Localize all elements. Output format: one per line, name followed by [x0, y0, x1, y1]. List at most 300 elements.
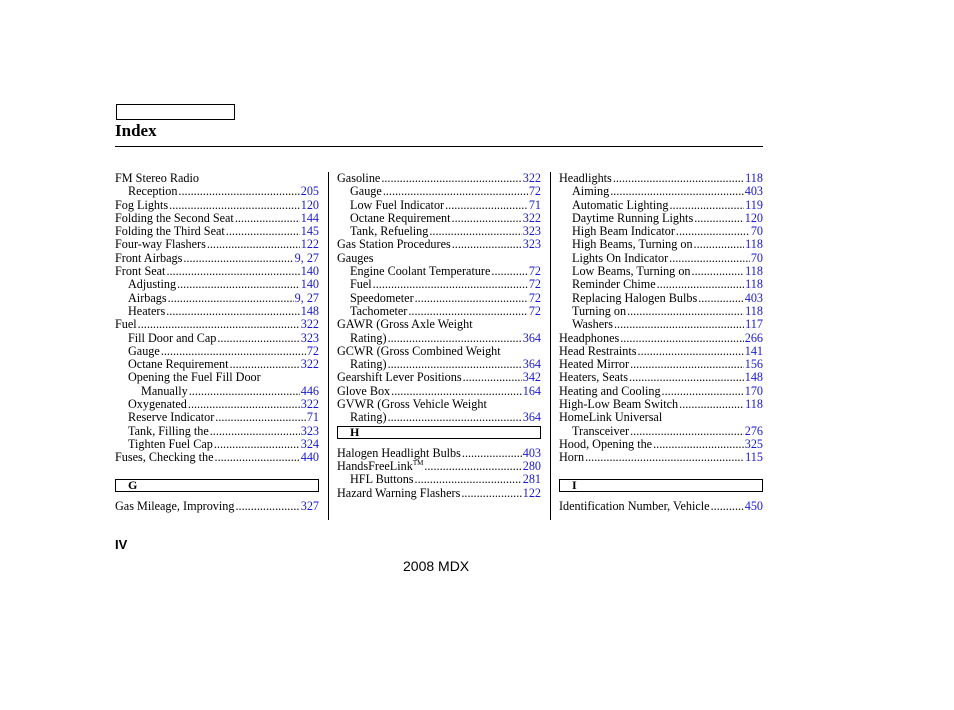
index-entry-label [337, 172, 380, 185]
dot-leader [388, 332, 522, 345]
section-letter-header: H [337, 426, 541, 439]
index-entry-text: Horn [559, 450, 585, 465]
index-entry-text: Gauge [128, 343, 160, 358]
index-entry[interactable] [337, 460, 541, 473]
index-entry[interactable] [337, 332, 541, 345]
page-reference-link[interactable]: 9, 27 [294, 250, 319, 265]
index-entry-label [128, 185, 177, 198]
index-entry[interactable] [337, 172, 541, 185]
page-reference-link[interactable]: 323 [300, 423, 319, 438]
dot-leader [178, 185, 299, 198]
page-reference-link[interactable]: 403 [744, 184, 763, 199]
index-entry[interactable] [559, 500, 763, 513]
dot-leader [235, 500, 299, 513]
page-reference-link[interactable]: 364 [522, 357, 541, 372]
dot-leader [461, 487, 521, 500]
page-reference-link[interactable]: 322 [522, 210, 541, 225]
index-entry-label [350, 358, 387, 371]
dot-leader [669, 199, 744, 212]
dot-leader [445, 199, 528, 212]
page-reference-link[interactable]: 322 [522, 171, 541, 185]
index-entry [115, 172, 319, 185]
index-entry-label [559, 451, 584, 464]
index-entry-text: Speedometer [350, 290, 414, 305]
page-reference-link[interactable]: 323 [300, 330, 319, 345]
index-entry-text: Front Seat [115, 264, 166, 279]
index-entry-label [350, 185, 382, 198]
index-entry-text: High Beams, Turning on [572, 237, 693, 252]
index-entry[interactable] [337, 292, 541, 305]
index-entry-label [572, 305, 626, 318]
dot-leader [381, 172, 521, 185]
index-entry[interactable] [115, 185, 319, 198]
dot-leader [620, 332, 743, 345]
dot-leader [711, 500, 744, 513]
index-entry-label [337, 385, 390, 398]
index-entry-text: Reminder Chime [572, 277, 656, 292]
index-column-1 [115, 172, 319, 513]
index-entry-label [128, 438, 213, 451]
page-reference-link[interactable]: 323 [522, 224, 541, 239]
page-reference-link[interactable]: 325 [744, 436, 763, 451]
index-entry[interactable] [559, 438, 763, 451]
index-entry-label [337, 371, 462, 384]
index-entry[interactable] [115, 318, 319, 331]
dot-leader [491, 265, 527, 278]
index-entry[interactable] [559, 252, 763, 265]
index-entry-label [350, 199, 444, 212]
page-reference-link[interactable]: 364 [522, 330, 541, 345]
page-reference-link[interactable]: 322 [300, 397, 319, 412]
index-entry[interactable] [559, 385, 763, 398]
page-reference-link[interactable]: 70 [750, 224, 763, 239]
index-entry-text: Heating and Cooling [559, 383, 661, 398]
index-entry-label [350, 332, 387, 345]
index-entry-label [572, 278, 656, 291]
index-entry-label [115, 238, 206, 251]
index-entry-label [559, 358, 629, 371]
index-entry[interactable] [337, 185, 541, 198]
index-entry-text: Octane Requirement [350, 210, 451, 225]
index-entry[interactable] [559, 305, 763, 318]
index-entry-label [350, 473, 414, 486]
page-reference-link[interactable]: 148 [300, 303, 319, 318]
index-entry[interactable] [559, 199, 763, 212]
index-entry-label [115, 199, 168, 212]
index-entry-text: High-Low Beam Switch [559, 397, 679, 412]
index-entry-text: Oxygenated [128, 397, 187, 412]
section-letter-header: I [559, 479, 763, 492]
index-entry-label: GAWR (Gross Axle Weight [337, 317, 473, 332]
page-reference-link[interactable]: 342 [522, 370, 541, 385]
page-reference-link[interactable]: 72 [528, 264, 541, 279]
index-entry[interactable] [337, 305, 541, 318]
dot-leader [183, 252, 293, 265]
index-entry[interactable] [337, 225, 541, 238]
page-reference-link[interactable]: 140 [300, 264, 319, 279]
dot-leader [166, 305, 300, 318]
index-entry-label [350, 225, 428, 238]
index-entry[interactable] [559, 318, 763, 331]
index-entry-text: Fog Lights [115, 197, 169, 212]
index-entry-text: Low Fuel Indicator [350, 197, 445, 212]
page-reference-link[interactable]: 322 [300, 317, 319, 332]
dot-leader [215, 411, 306, 424]
index-entry[interactable] [115, 398, 319, 411]
index-entry-text: Daytime Running Lights [572, 210, 694, 225]
page-reference-link[interactable]: 141 [744, 343, 763, 358]
index-entry-text: Rating) [350, 410, 387, 425]
page-reference-link[interactable]: 72 [306, 343, 319, 358]
index-entry-label [572, 265, 691, 278]
index-entry-text: Tighten Fuel Cap [128, 436, 213, 451]
index-entry-text: High Beam Indicator [572, 224, 675, 239]
index-entry [337, 345, 541, 358]
index-entry-label [337, 460, 423, 473]
index-entry[interactable] [115, 199, 319, 212]
index-entry[interactable] [115, 332, 319, 345]
index-entry [337, 252, 541, 265]
index-entry-label [559, 398, 678, 411]
index-entry-label [337, 238, 451, 251]
column-divider [328, 172, 329, 520]
index-entry[interactable] [115, 212, 319, 225]
page-reference-link[interactable]: 440 [300, 450, 319, 465]
index-entry-text: Manually [141, 383, 188, 398]
page-reference-link[interactable]: 324 [300, 436, 319, 451]
index-entry[interactable] [115, 358, 319, 371]
index-entry-label [115, 212, 234, 225]
index-entry-text: Folding the Second Seat [115, 210, 234, 225]
page-reference-link[interactable]: 170 [744, 383, 763, 398]
dot-leader [138, 318, 300, 331]
index-entry-label [128, 398, 187, 411]
index-entry[interactable] [115, 238, 319, 251]
index-entry[interactable] [115, 425, 319, 438]
page-reference-link[interactable]: 140 [300, 277, 319, 292]
index-entry[interactable] [559, 345, 763, 358]
page-reference-link[interactable]: 120 [300, 197, 319, 212]
page-reference-link[interactable]: 156 [744, 357, 763, 372]
page-reference-link[interactable]: 72 [528, 290, 541, 305]
page-reference-link[interactable]: 446 [300, 383, 319, 398]
footer-model: 2008 MDX [403, 558, 470, 574]
page-reference-link[interactable]: 281 [522, 472, 541, 487]
section-tab-box [116, 104, 235, 120]
page-reference-link[interactable]: 71 [528, 197, 541, 212]
index-entry-text: Front Airbags [115, 250, 183, 265]
dot-leader [629, 371, 744, 384]
dot-leader [452, 238, 522, 251]
dot-leader [627, 305, 744, 318]
index-entry-text: Washers [572, 317, 613, 332]
dot-leader [613, 172, 744, 185]
index-entry-label [115, 265, 165, 278]
index-entry-label [559, 371, 628, 384]
index-entry[interactable] [337, 238, 541, 251]
index-entry [559, 411, 763, 424]
index-column-3 [559, 172, 763, 513]
index-entry[interactable] [559, 172, 763, 185]
index-entry-text: Heaters [128, 303, 166, 318]
dot-leader [630, 425, 744, 438]
index-entry[interactable] [559, 212, 763, 225]
dot-leader [669, 252, 750, 265]
index-entry-text: Engine Coolant Temperature [350, 264, 491, 279]
index-entry-text: Halogen Headlight Bulbs [337, 445, 461, 460]
page-reference-link[interactable]: 145 [300, 224, 319, 239]
dot-leader [429, 225, 521, 238]
dot-leader [388, 411, 522, 424]
column-divider [550, 172, 551, 520]
index-entry[interactable] [559, 332, 763, 345]
index-entry-label [559, 332, 619, 345]
index-entry-label [572, 225, 675, 238]
index-entry-label [115, 500, 234, 513]
index-entry-text: Heaters, Seats [559, 370, 629, 385]
index-entry[interactable] [559, 238, 763, 251]
index-entry[interactable] [337, 385, 541, 398]
page-reference-link[interactable]: 403 [744, 290, 763, 305]
page-reference-link[interactable]: 72 [528, 303, 541, 318]
index-entry-label [128, 332, 216, 345]
index-entry-label [115, 318, 137, 331]
page-reference-link[interactable]: 118 [745, 237, 763, 252]
page-reference-link[interactable]: 118 [745, 397, 763, 412]
index-entry-label [128, 411, 214, 424]
index-entry[interactable] [115, 225, 319, 238]
dot-leader [217, 332, 299, 345]
index-entry-label [350, 212, 451, 225]
index-entry-text: Fuses, Checking the [115, 450, 214, 465]
dot-leader [694, 238, 745, 251]
index-entry[interactable] [115, 451, 319, 464]
dot-leader [383, 185, 528, 198]
page-reference-link[interactable]: 119 [745, 197, 763, 212]
page-reference-link[interactable]: 276 [744, 423, 763, 438]
page-reference-link[interactable]: 364 [522, 410, 541, 425]
index-entry-label [559, 385, 661, 398]
dot-leader [662, 385, 744, 398]
index-entry[interactable] [337, 212, 541, 225]
index-entry[interactable] [559, 292, 763, 305]
dot-leader [692, 265, 745, 278]
page-reference-link[interactable]: 117 [745, 317, 763, 332]
index-entry[interactable] [559, 398, 763, 411]
index-entry-text: Rating) [350, 357, 387, 372]
page-reference-link[interactable]: 120 [744, 210, 763, 225]
index-entry-label [572, 199, 668, 212]
index-entry[interactable] [559, 265, 763, 278]
dot-leader [188, 398, 300, 411]
dot-leader [168, 292, 294, 305]
page-reference-link[interactable]: 327 [300, 498, 319, 513]
index-entry-label [572, 318, 613, 331]
index-entry-text: Glove Box [337, 383, 391, 398]
index-entry[interactable] [559, 185, 763, 198]
page-reference-link[interactable]: 323 [522, 237, 541, 252]
index-entry-text: HandsFreeLink [337, 458, 413, 473]
index-entry-text: Hazard Warning Flashers [337, 485, 461, 500]
index-entry-text: Identification Number, Vehicle [559, 498, 710, 513]
index-entry[interactable] [337, 411, 541, 424]
dot-leader [679, 398, 744, 411]
index-entry-text: Replacing Halogen Bulbs [572, 290, 698, 305]
index-entry-label [128, 358, 229, 371]
page-reference-link[interactable]: 205 [300, 184, 319, 199]
dot-leader [638, 345, 744, 358]
index-entry-label [559, 500, 710, 513]
dot-leader [610, 185, 743, 198]
page-reference-link[interactable]: 266 [744, 330, 763, 345]
index-entry-text: Lights On Indicator [572, 250, 669, 265]
index-entry[interactable] [337, 473, 541, 486]
dot-leader [415, 473, 522, 486]
dot-leader [415, 292, 528, 305]
index-entry[interactable] [337, 371, 541, 384]
page-reference-link[interactable]: 450 [744, 498, 763, 513]
index-entry-label [128, 292, 167, 305]
index-entry-label [350, 411, 387, 424]
dot-leader [169, 199, 300, 212]
index-entry[interactable] [115, 500, 319, 513]
dot-leader [463, 371, 522, 384]
index-entry-label: FM Stereo Radio [115, 171, 199, 185]
index-entry-text: Rating) [350, 330, 387, 345]
index-entry-label: GCWR (Gross Combined Weight [337, 343, 501, 358]
index-entry-text: Transceiver [572, 423, 630, 438]
dot-leader [235, 212, 300, 225]
index-entry-text: Tachometer [350, 303, 408, 318]
dot-leader [391, 385, 522, 398]
index-entry-label [572, 212, 693, 225]
dot-leader [210, 425, 300, 438]
index-entry-label [115, 225, 225, 238]
index-entry-text: Fuel [350, 277, 372, 292]
header-rule [115, 146, 763, 147]
page-reference-link[interactable]: 118 [745, 303, 763, 318]
index-entry-text: Four-way Flashers [115, 237, 206, 252]
dot-leader [676, 225, 750, 238]
index-entry[interactable] [559, 358, 763, 371]
page-reference-link[interactable]: 148 [744, 370, 763, 385]
index-entry [115, 371, 319, 384]
index-entry-text: Adjusting [128, 277, 177, 292]
page-reference-link[interactable]: 70 [750, 250, 763, 265]
page-reference-link[interactable]: 322 [300, 357, 319, 372]
dot-leader [388, 358, 522, 371]
index-entry[interactable] [115, 265, 319, 278]
index-entry[interactable] [337, 278, 541, 291]
index-entry[interactable] [115, 385, 319, 398]
index-entry[interactable] [337, 487, 541, 500]
dot-leader [585, 451, 744, 464]
index-entry[interactable] [337, 265, 541, 278]
index-entry-label [350, 305, 407, 318]
dot-leader [698, 292, 743, 305]
index-entry [337, 318, 541, 331]
index-entry[interactable] [559, 225, 763, 238]
page-reference-link[interactable]: 144 [300, 210, 319, 225]
index-entry-text: Tank, Refueling [350, 224, 429, 239]
index-entry-label [128, 425, 209, 438]
index-entry-label [572, 238, 693, 251]
dot-leader [630, 358, 744, 371]
index-entry-label [128, 345, 160, 358]
page-reference-link[interactable]: 118 [745, 264, 763, 279]
index-entry[interactable] [337, 358, 541, 371]
index-entry-text: Gasoline [337, 171, 381, 185]
index-entry-text: Fill Door and Cap [128, 330, 217, 345]
index-entry[interactable] [337, 199, 541, 212]
dot-leader [614, 318, 744, 331]
page-reference-link[interactable]: 72 [528, 277, 541, 292]
dot-leader [166, 265, 299, 278]
index-entry[interactable] [559, 371, 763, 384]
index-entry-label [559, 172, 612, 185]
index-entry-label [141, 385, 188, 398]
page-reference-link[interactable]: 9, 27 [294, 290, 319, 305]
index-entry-text: Gauge [350, 184, 382, 199]
index-entry-label [350, 278, 372, 291]
page-reference-link[interactable]: 115 [745, 450, 763, 465]
page-reference-link[interactable]: 71 [306, 410, 319, 425]
index-entry[interactable] [115, 438, 319, 451]
page-number: IV [115, 537, 128, 552]
page-reference-link[interactable]: 122 [522, 485, 541, 500]
dot-leader [161, 345, 306, 358]
index-entry[interactable] [559, 425, 763, 438]
index-entry-text: Low Beams, Turning on [572, 264, 691, 279]
dot-leader [214, 438, 300, 451]
index-entry-text: HFL Buttons [350, 472, 414, 487]
index-entry[interactable] [115, 252, 319, 265]
index-entry[interactable] [337, 447, 541, 460]
index-entry[interactable] [115, 292, 319, 305]
dot-leader [653, 438, 744, 451]
page-reference-link[interactable]: 118 [745, 171, 763, 185]
index-entry-text: Aiming [572, 184, 610, 199]
index-entry-text: Turning on [572, 303, 627, 318]
dot-leader [373, 278, 528, 291]
index-entry[interactable] [115, 305, 319, 318]
index-entry-label [115, 451, 214, 464]
index-entry-label [337, 487, 460, 500]
index-entry-label: Gauges [337, 250, 374, 265]
index-entry[interactable] [559, 278, 763, 291]
index-entry-text: Heated Mirror [559, 357, 630, 372]
index-entry-label [572, 185, 609, 198]
page-reference-link[interactable]: 118 [745, 277, 763, 292]
dot-leader [694, 212, 744, 225]
page-reference-link[interactable]: 72 [528, 184, 541, 199]
page-reference-link[interactable]: 164 [522, 383, 541, 398]
page-reference-link[interactable]: 122 [300, 237, 319, 252]
index-entry[interactable] [115, 345, 319, 358]
index-entry[interactable] [559, 451, 763, 464]
trademark-mark: TM [412, 458, 424, 467]
dot-leader [452, 212, 522, 225]
page-reference-link[interactable]: 403 [522, 445, 541, 460]
index-entry[interactable] [115, 411, 319, 424]
index-entry-text: Reception [128, 184, 178, 199]
index-entry-label [572, 425, 629, 438]
page-reference-link[interactable]: 280 [522, 458, 541, 473]
index-entry-label [350, 292, 414, 305]
index-entry[interactable] [115, 278, 319, 291]
dot-leader [424, 460, 521, 473]
dot-leader [215, 451, 300, 464]
